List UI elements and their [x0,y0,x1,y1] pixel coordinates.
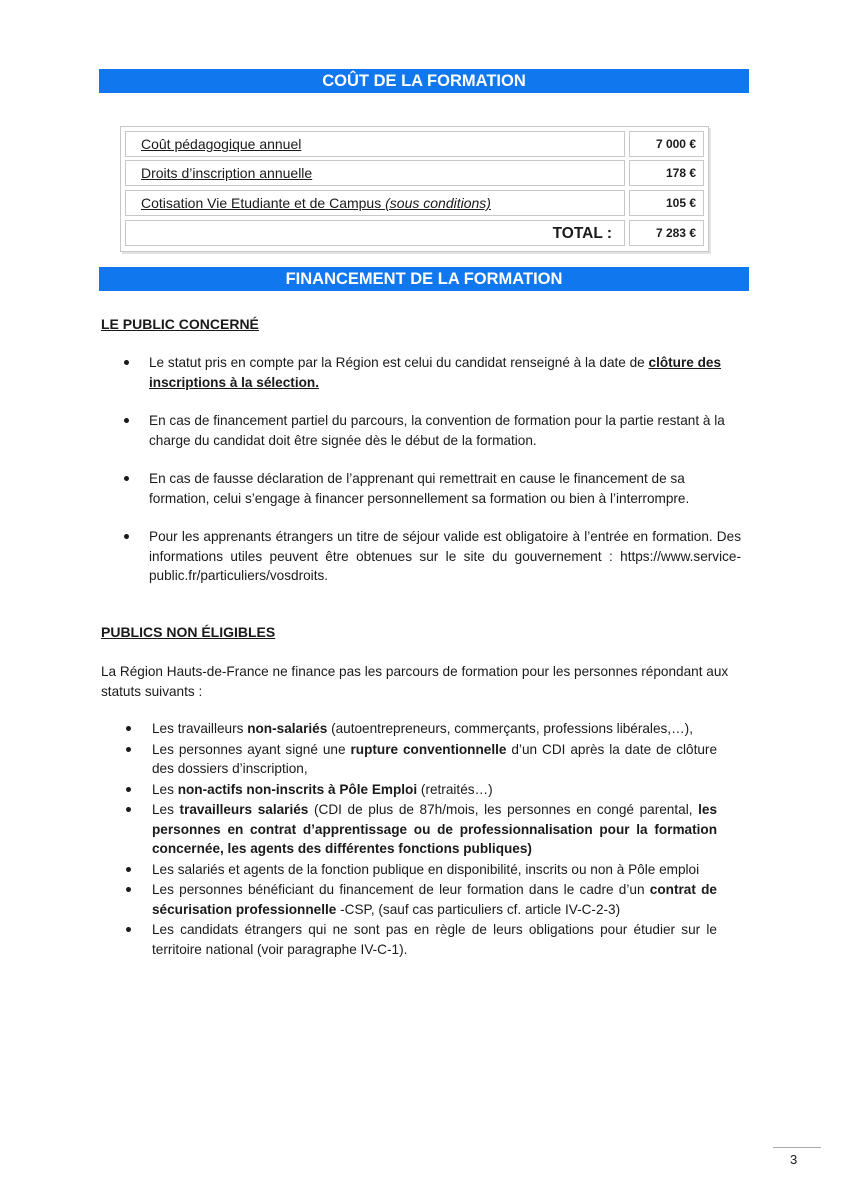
list-item-text: Les personnes bénéficiant du financement de leur formation dans le cadre d’un [152,882,650,897]
list-item-strong: rupture conventionnelle [350,741,507,757]
list-item-text: Le statut pris en compte par la Région est celui du candidat renseigné à la date de [149,355,649,370]
list-item-text: Les travailleurs [152,721,248,736]
cost-row-label [125,131,625,157]
bullet-icon [126,726,131,731]
list-item-strong: travailleurs salariés [179,802,309,817]
list-item-strong: clôture des inscriptions à la sélection. [149,355,722,390]
list-item-text: (retraités…) [417,781,493,797]
cost-total-label: TOTAL : [125,220,625,246]
public-list [149,353,741,605]
bullet-icon [124,360,129,365]
list-item-text: d’un CDI après la date de clôture des dossiers d’inscription, [152,741,718,776]
list-item [152,880,717,919]
list-item [149,527,741,586]
list-item-strong: les personnes en contrat d’apprentissage ou de professionnalisation pour la formation concernée, les agents des différentes fonctions publiques) [152,802,718,856]
cost-row-value: 178 € [629,160,704,186]
cost-label-text: Coût pédagogique annuel [141,136,302,152]
cost-row [125,190,704,216]
cost-section-banner: COÛT DE LA FORMATION [99,69,749,93]
list-item-text: Les candidats étrangers qui ne sont pas en règle de leurs obligations pour étudier sur le territoire national (voir paragraphe IV-C-1). [152,922,717,957]
bullet-icon [126,787,131,792]
cost-label-text: Cotisation Vie Etudiante et de Campus [141,195,382,211]
list-item-text: En cas de fausse déclaration de l’apprenant qui remettrait en cause le financement de sa formation, celui s’engage à financer personnellement sa formation ou bien à l’interrompre. [149,471,690,506]
bullet-icon [126,807,131,812]
list-item [152,860,717,880]
cost-table [120,126,709,252]
list-item-strong: contrat de sécurisation professionnelle [152,882,717,917]
cost-row [125,160,704,186]
list-item [152,719,717,739]
list-item [152,920,717,959]
list-item [152,780,717,800]
list-item [149,353,741,392]
ineligible-list [152,719,717,960]
list-item [149,469,741,508]
list-item-text: Les salariés et agents de la fonction publique en disponibilité, inscrits ou non à Pôle emploi [152,861,700,877]
page-number: 3 [790,1152,798,1167]
ineligible-intro: La Région Hauts-de-France ne finance pas les parcours de formation pour les personnes répondant aux statuts suivants : [101,664,729,699]
cost-label-suffix: (sous conditions) [385,195,491,211]
list-item-strong: non-actifs non-inscrits à Pôle Emploi [177,781,418,797]
list-item-text: (CDI de plus de 87h/mois, les personnes en congé parental, [308,802,699,817]
cost-row-label [125,190,625,216]
list-item [152,800,717,859]
bullet-icon [126,867,131,872]
list-item-text: Les [152,781,178,797]
footer-divider [773,1147,821,1148]
bullet-icon [126,927,131,932]
bullet-icon [124,418,129,423]
cost-row [125,131,704,157]
list-item-text: -CSP, (sauf cas particuliers cf. article IV-C-2-3) [336,901,621,917]
list-item-text: Pour les apprenants étrangers un titre de séjour valide est obligatoire à l’entrée en formation. Des informations utiles peuvent être obtenues sur le site du gouvernement : https://www.service-public.fr/particuliers/vosdroits. [149,529,741,583]
cost-label-text: Droits d’inscription annuelle [141,165,313,181]
list-item-strong: non-salariés [247,721,328,736]
list-item-text: Les [152,802,180,817]
cost-row-value: 7 000 € [629,131,704,157]
bullet-icon [124,534,129,539]
public-heading: LE PUBLIC CONCERNÉ [101,316,259,332]
list-item-text: Les personnes ayant signé une [152,741,351,757]
cost-total-row [125,220,704,246]
financing-section-banner: FINANCEMENT DE LA FORMATION [99,267,749,291]
bullet-icon [126,887,131,892]
list-item-text: En cas de financement partiel du parcours, la convention de formation pour la partie restant à la charge du candidat doit être signée dès le début de la formation. [149,413,725,448]
list-item [152,740,717,779]
list-item-text: (autoentrepreneurs, commerçants, professions libérales,…), [327,721,693,736]
cost-row-label [125,160,625,186]
list-item [149,411,741,450]
cost-row-value: 105 € [629,190,704,216]
ineligible-heading: PUBLICS NON ÉLIGIBLES [101,624,276,640]
bullet-icon [126,747,131,752]
cost-total-value: 7 283 € [629,220,704,246]
bullet-icon [124,476,129,481]
